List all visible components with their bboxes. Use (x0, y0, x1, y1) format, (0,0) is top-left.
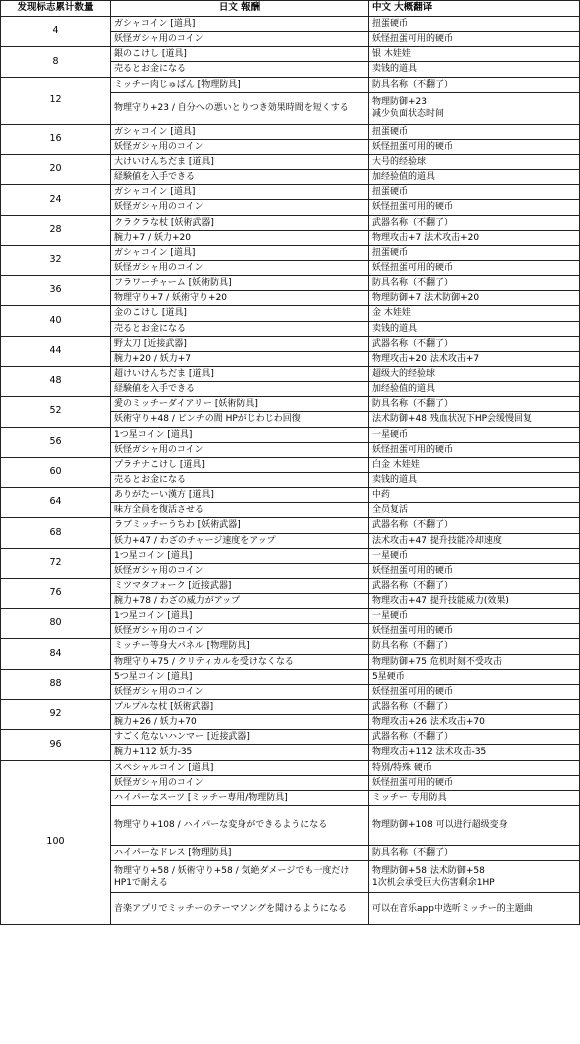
table-row (1, 730, 580, 745)
milestone-cell: 88 (1, 669, 111, 699)
milestone-cell: 96 (1, 730, 111, 760)
japanese-reward-cell: 腕力+20 / 妖力+7 (111, 351, 369, 366)
milestone-cell: 24 (1, 185, 111, 215)
chinese-translation-cell: 扭蛋硬币 (369, 185, 580, 200)
table-row (1, 518, 580, 533)
table-row (1, 457, 580, 472)
table-row (1, 488, 580, 503)
milestone-cell: 92 (1, 700, 111, 730)
japanese-reward-cell: ミッチー等身大パネル [物理防具] (111, 639, 369, 654)
table-row (1, 548, 580, 563)
table-row (1, 609, 580, 624)
chinese-translation-cell: 全员复活 (369, 503, 580, 518)
japanese-reward-cell: プラチナこけし [道具] (111, 457, 369, 472)
chinese-translation-cell: 武器名称（不翻了） (369, 518, 580, 533)
japanese-reward-cell: 味方全員を復活させる (111, 503, 369, 518)
japanese-reward-cell: 腕力+7 / 妖力+20 (111, 230, 369, 245)
chinese-translation-cell: 防具名称（不翻了） (369, 639, 580, 654)
milestone-cell: 20 (1, 154, 111, 184)
japanese-reward-cell: 超けいけんちだま [道具] (111, 366, 369, 381)
milestone-cell: 64 (1, 488, 111, 518)
chinese-translation-cell: 扭蛋硬币 (369, 124, 580, 139)
milestone-cell: 8 (1, 47, 111, 77)
japanese-reward-cell: スペシャルコイン [道具] (111, 760, 369, 775)
chinese-translation-cell: 白金 木娃娃 (369, 457, 580, 472)
table-row (1, 245, 580, 260)
japanese-reward-cell: 妖怪ガシャ用のコイン (111, 775, 369, 790)
chinese-translation-cell: 卖钱的道具 (369, 321, 580, 336)
table-row (1, 17, 580, 32)
chinese-translation-cell: 物理防御+7 法术防御+20 (369, 291, 580, 306)
milestone-cell: 84 (1, 639, 111, 669)
japanese-reward-cell: 売るとお金になる (111, 321, 369, 336)
milestone-cell: 100 (1, 760, 111, 925)
milestone-cell: 4 (1, 17, 111, 47)
milestone-cell: 36 (1, 276, 111, 306)
chinese-translation-cell: 物理防御+75 危机时刻不受攻击 (369, 654, 580, 669)
chinese-translation-cell: 物理防御+58 法术防御+58 1次机会承受巨大伤害剩余1HP (369, 861, 580, 893)
chinese-translation-cell: 一星硬币 (369, 427, 580, 442)
milestone-cell: 48 (1, 366, 111, 396)
chinese-translation-cell: 物理攻击+112 法术攻击-35 (369, 745, 580, 760)
chinese-translation-cell: 金 木娃娃 (369, 306, 580, 321)
japanese-reward-cell: 妖怪ガシャ用のコイン (111, 442, 369, 457)
japanese-reward-cell: 5つ星コイン [道具] (111, 669, 369, 684)
table-row (1, 397, 580, 412)
japanese-reward-cell: ミツマタフォーク [近接武器] (111, 578, 369, 593)
table-row (1, 700, 580, 715)
japanese-reward-cell: ミッチー肉じゅばん [物理防具] (111, 77, 369, 92)
japanese-reward-cell: ガシャコイン [道具] (111, 17, 369, 32)
chinese-translation-cell: 物理攻击+26 法术攻击+70 (369, 715, 580, 730)
japanese-reward-cell: 腕力+78 / わざの威力がアップ (111, 594, 369, 609)
chinese-translation-cell: 防具名称（不翻了） (369, 846, 580, 861)
table-row (1, 336, 580, 351)
table-row (1, 124, 580, 139)
milestone-cell: 44 (1, 336, 111, 366)
japanese-reward-cell: ガシャコイン [道具] (111, 185, 369, 200)
milestone-cell: 52 (1, 397, 111, 427)
chinese-header: 中文 大概翻译 (369, 1, 580, 17)
milestone-cell: 60 (1, 457, 111, 487)
table-row (1, 77, 580, 92)
chinese-translation-cell: 银 木娃娃 (369, 47, 580, 62)
table-row (1, 276, 580, 291)
japanese-reward-cell: 物理守り+58 / 妖術守り+58 / 気絶ダメージでも一度だけHP1で耐える (111, 861, 369, 893)
chinese-translation-cell: 超级大的经验球 (369, 366, 580, 381)
japanese-reward-cell: 野太刀 [近接武器] (111, 336, 369, 351)
japanese-reward-cell: 金のこけし [道具] (111, 306, 369, 321)
milestone-cell: 56 (1, 427, 111, 457)
japanese-reward-cell: 1つ星コイン [道具] (111, 609, 369, 624)
japanese-reward-cell: 妖怪ガシャ用のコイン (111, 563, 369, 578)
milestone-cell: 72 (1, 548, 111, 578)
japanese-reward-cell: 音楽アプリでミッチーのテーマソングを聞けるようになる (111, 893, 369, 925)
japanese-reward-cell: ハイパーなスーツ [ミッチー専用/物理防具] (111, 790, 369, 805)
japanese-reward-cell: 妖怪ガシャ用のコイン (111, 32, 369, 47)
milestone-cell: 32 (1, 245, 111, 275)
chinese-translation-cell: 法术防御+48 残血状况下HP会缓慢回复 (369, 412, 580, 427)
chinese-translation-cell: 妖怪扭蛋可用的硬币 (369, 200, 580, 215)
table-row (1, 215, 580, 230)
chinese-translation-cell: 5星硬币 (369, 669, 580, 684)
chinese-translation-cell: 妖怪扭蛋可用的硬币 (369, 563, 580, 578)
chinese-translation-cell: 妖怪扭蛋可用的硬币 (369, 442, 580, 457)
chinese-translation-cell: 物理防御+108 可以进行超级变身 (369, 806, 580, 846)
japanese-reward-cell: ガシャコイン [道具] (111, 124, 369, 139)
chinese-translation-cell: 加经验值的道具 (369, 382, 580, 397)
japanese-reward-cell: 妖怪ガシャ用のコイン (111, 260, 369, 275)
table-row (1, 306, 580, 321)
japanese-reward-cell: 妖怪ガシャ用のコイン (111, 139, 369, 154)
chinese-translation-cell: 物理防御+23 减少负面状态时间 (369, 92, 580, 124)
table-row (1, 154, 580, 169)
chinese-translation-cell: 特别/特殊 硬币 (369, 760, 580, 775)
japanese-reward-cell: 経験値を入手できる (111, 170, 369, 185)
table-row (1, 185, 580, 200)
japanese-reward-cell: ハイパーなドレス [物理防具] (111, 846, 369, 861)
japanese-reward-cell: 物理守り+108 / ハイパーな変身ができるようになる (111, 806, 369, 846)
table-row (1, 427, 580, 442)
chinese-translation-cell: 卖钱的道具 (369, 472, 580, 487)
table-row (1, 669, 580, 684)
chinese-translation-cell: 武器名称（不翻了） (369, 215, 580, 230)
table-row (1, 578, 580, 593)
chinese-translation-cell: 法术攻击+47 提升技能冷却速度 (369, 533, 580, 548)
japanese-reward-cell: 売るとお金になる (111, 62, 369, 77)
chinese-translation-cell: 大号的经验球 (369, 154, 580, 169)
japanese-reward-cell: 妖怪ガシャ用のコイン (111, 624, 369, 639)
japanese-reward-cell: 1つ星コイン [道具] (111, 427, 369, 442)
japanese-reward-cell: ガシャコイン [道具] (111, 245, 369, 260)
chinese-translation-cell: 物理攻击+7 法术攻击+20 (369, 230, 580, 245)
japanese-reward-cell: クラクラな杖 [妖術武器] (111, 215, 369, 230)
japanese-reward-cell: 物理守り+23 / 自分への悪いとりつき効果時間を短くする (111, 92, 369, 124)
chinese-translation-cell: 卖钱的道具 (369, 62, 580, 77)
table-body (1, 17, 580, 925)
chinese-translation-cell: 中药 (369, 488, 580, 503)
chinese-translation-cell: 加经验值的道具 (369, 170, 580, 185)
milestone-header: 发现标志累计数量 (1, 1, 111, 17)
japanese-reward-cell: 妖怪ガシャ用のコイン (111, 200, 369, 215)
table-row (1, 639, 580, 654)
milestone-cell: 80 (1, 609, 111, 639)
table-row (1, 47, 580, 62)
chinese-translation-cell: 物理攻击+47 提升技能威力(效果) (369, 594, 580, 609)
chinese-translation-cell: 武器名称（不翻了） (369, 730, 580, 745)
japanese-reward-cell: 妖術守り+48 / ピンチの間 HPがじわじわ回復 (111, 412, 369, 427)
japanese-reward-cell: プルプルな杖 [妖術武器] (111, 700, 369, 715)
chinese-translation-cell: 妖怪扭蛋可用的硬币 (369, 624, 580, 639)
milestone-cell: 76 (1, 578, 111, 608)
chinese-translation-cell: 防具名称（不翻了） (369, 77, 580, 92)
table-row (1, 760, 580, 775)
japanese-reward-cell: 大けいけんちだま [道具] (111, 154, 369, 169)
milestone-cell: 68 (1, 518, 111, 548)
chinese-translation-cell: 妖怪扭蛋可用的硬币 (369, 32, 580, 47)
japanese-reward-cell: すごく危ないハンマー [近接武器] (111, 730, 369, 745)
japanese-reward-cell: 物理守り+75 / クリティカルを受けなくなる (111, 654, 369, 669)
japanese-reward-cell: 経験値を入手できる (111, 382, 369, 397)
chinese-translation-cell: 可以在音乐app中选听ミッチー的主题曲 (369, 893, 580, 925)
milestone-cell: 16 (1, 124, 111, 154)
chinese-translation-cell: 物理攻击+20 法术攻击+7 (369, 351, 580, 366)
japanese-reward-cell: 1つ星コイン [道具] (111, 548, 369, 563)
japanese-reward-cell: 物理守り+7 / 妖術守り+20 (111, 291, 369, 306)
japanese-reward-cell: ありがたーい漢方 [道具] (111, 488, 369, 503)
japanese-reward-cell: 妖力+47 / わざのチャージ速度をアップ (111, 533, 369, 548)
chinese-translation-cell: 扭蛋硬币 (369, 17, 580, 32)
japanese-reward-cell: 妖怪ガシャ用のコイン (111, 684, 369, 699)
japanese-reward-cell: 銀のこけし [道具] (111, 47, 369, 62)
japanese-reward-cell: ラブミッチーうちわ [妖術武器] (111, 518, 369, 533)
japanese-header: 日文 報酬 (111, 1, 369, 17)
chinese-translation-cell: 防具名称（不翻了） (369, 276, 580, 291)
japanese-reward-cell: 腕力+112 妖力-35 (111, 745, 369, 760)
japanese-reward-cell: 腕力+26 / 妖力+70 (111, 715, 369, 730)
japanese-reward-cell: フラワーチャーム [妖術防具] (111, 276, 369, 291)
japanese-reward-cell: 売るとお金になる (111, 472, 369, 487)
table-row (1, 366, 580, 381)
chinese-translation-cell: 妖怪扭蛋可用的硬币 (369, 260, 580, 275)
milestone-cell: 40 (1, 306, 111, 336)
chinese-translation-cell: 武器名称（不翻了） (369, 336, 580, 351)
chinese-translation-cell: 扭蛋硬币 (369, 245, 580, 260)
chinese-translation-cell: 妖怪扭蛋可用的硬币 (369, 139, 580, 154)
chinese-translation-cell: 防具名称（不翻了） (369, 397, 580, 412)
chinese-translation-cell: 妖怪扭蛋可用的硬币 (369, 775, 580, 790)
header-row (1, 1, 580, 17)
japanese-reward-cell: 愛のミッチーダイアリー [妖術防具] (111, 397, 369, 412)
milestone-cell: 28 (1, 215, 111, 245)
chinese-translation-cell: ミッチー 专用防具 (369, 790, 580, 805)
chinese-translation-cell: 一星硬币 (369, 548, 580, 563)
milestone-cell: 12 (1, 77, 111, 124)
chinese-translation-cell: 武器名称（不翻了） (369, 578, 580, 593)
chinese-translation-cell: 妖怪扭蛋可用的硬币 (369, 684, 580, 699)
chinese-translation-cell: 一星硬币 (369, 609, 580, 624)
chinese-translation-cell: 武器名称（不翻了） (369, 700, 580, 715)
